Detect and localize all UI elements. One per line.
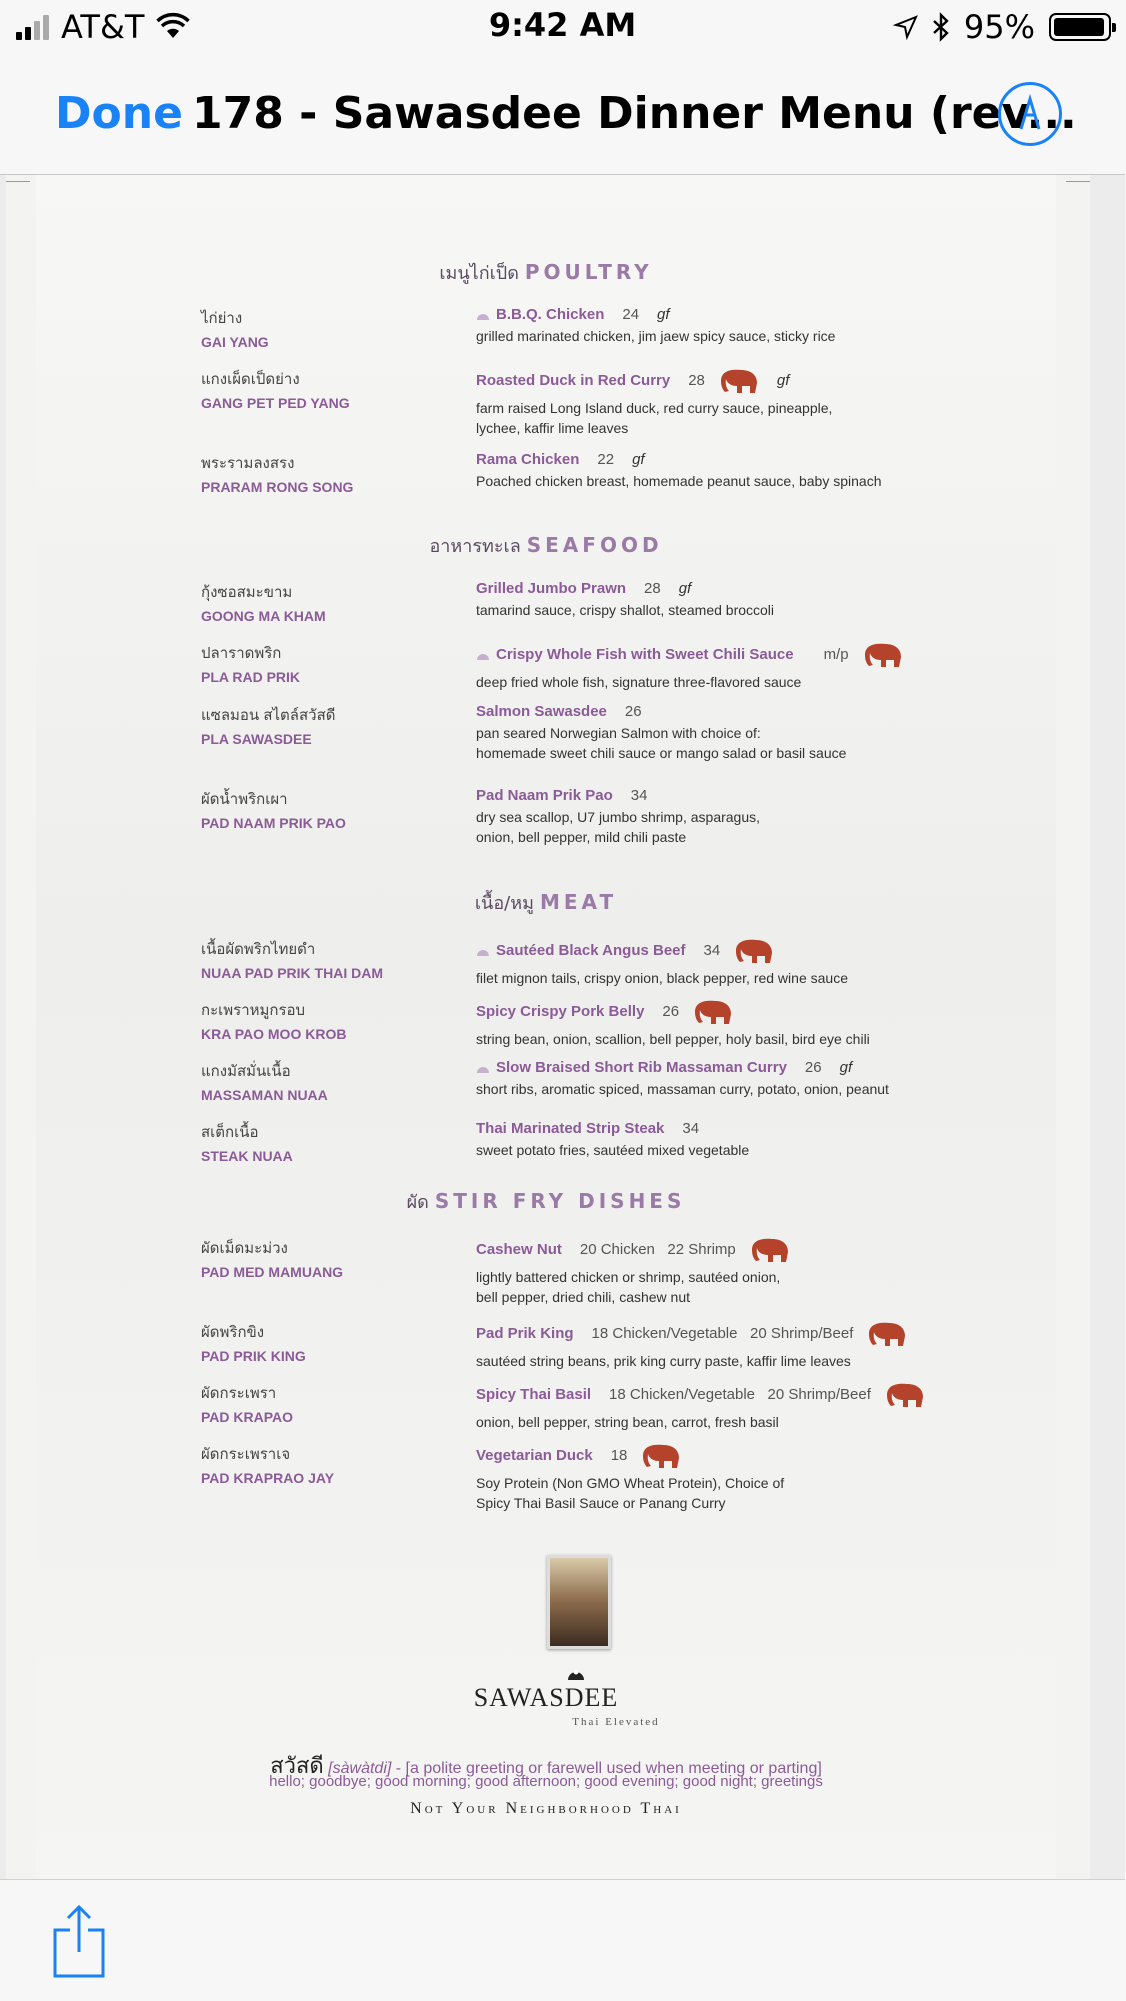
nav-bar bbox=[0, 54, 1125, 175]
signature-dish-icon bbox=[476, 309, 490, 321]
section-heading-stir-fry: ผัด STIR FRY DISHES bbox=[406, 1189, 686, 1213]
signature-dish-icon bbox=[476, 945, 490, 957]
elephant-spicy-icon bbox=[750, 1236, 790, 1264]
elephant-spicy-icon bbox=[867, 1320, 907, 1348]
status-right bbox=[894, 8, 1111, 46]
brand-logo-text: SAWASDEE bbox=[473, 1683, 619, 1712]
document-title: 178 - Sawasdee Dinner Menu (rev... bbox=[192, 88, 1077, 139]
document-viewer[interactable] bbox=[0, 175, 1125, 1879]
signature-dish-icon bbox=[476, 649, 490, 661]
elephant-spicy-icon bbox=[863, 641, 903, 669]
section-heading-poultry: เมนูไก่เป็ด POULTRY bbox=[439, 260, 653, 284]
elephant-spicy-icon bbox=[719, 367, 759, 395]
section-heading-meat: เนื้อ/หมู MEAT bbox=[474, 890, 618, 914]
bottom-toolbar bbox=[0, 1879, 1125, 2001]
location-arrow-icon bbox=[894, 15, 918, 39]
menu-paper: เมนูไก่เป็ด POULTRY ไก่ย่าง GAI YANG B.B.Q. Chicken 24 gf grilled marinated chicken, jim jaew spicy sauce, sticky rice แกงเผ็ดเป็ดย่าง GANG PET PED YANG Roasted Duck in Red Curry 28 gf farm raised Long Island duck, red curry sauce, pineapple, lychee, kaffir lime leaves พระรามลงสรง PRARAM RONG SONG Rama Chicken 22 gf Poached chicken breast, homemade peanut sauce, baby spinach อาหารทะเล SEAFOOD กุ้งซอสมะขาม GOONG MA KHAM Grilled Jumbo Prawn 28 gf tamarind sauce, crispy shallot, steamed broccoli ปลาราดพริก PLA RAD PRIK Crispy Whole Fish with Sweet Chili Sauce m/p deep fried whole fish, signature three-flavored sauce แซลมอน สไตล์สวัสดี PLA SAWASDEE Salmon Sawasdee 26 pan seared Norwegian Salmon with choice of: homemade sweet chili sauce or mango salad or basil sauce ผัดน้ำพริกเผา PAD NAAM PRIK PAO Pad Naam Prik Pao 34 dry sea scallop, U7 jumbo shrimp, asparagus, onion, bell pepper, mild chili paste เนื้อ/หมู MEAT เนื้อผัดพริกไทยดำ NUAA PAD PRIK THAI DAM Sautéed Black Angus Beef 34 filet mignon tails, crispy onion, black pepper, red wine sauce กะเพราหมูกรอบ KRA PAO MOO KROB Spicy Crispy Pork Belly 26 string bean, onion, scallion, bell pepper, holy basil, bird eye chili แกงมัสมั่นเนื้อ MASSAMAN NUAA Slow Braised Short Rib Massaman Curry 26 gf short ribs, aromatic spiced, massaman curry, potato, onion, peanut สเต็กเนื้อ STEAK NUAA Thai Marinated Strip Steak 34 sweet potato fries, sautéed mixed vegetable ผัด STIR FRY DISHES ผัดเม็ดมะม่วง PAD MED MAMUANG Cashew Nut 20 Chicken 22 Shrimp lightly battered chicken or shrimp, sautéed onion, bell pepper, dried chili, cashew nut ผัดพริกขิง PAD PRIK KING Pad Prik King 18 Chicken/Vegetable 20 Shrimp/Beef sautéed string beans, prik king curry paste, kaffir lime leaves ผัดกระเพรา PAD KRAPAO Spicy Thai Basil 18 Chicken/Vegetable 20 Shrimp/Beef onion, bell pepper, string bean, carrot, fresh basil ผัดกระเพราเจ PAD KRAPRAO JAY Vegetarian Duck 18 Soy Protein (Non GMO Wheat Protein), Choice of Spicy Thai Basil Sauce or Panang Curry SAWASDEE Thai Elevated สวัสดี [sàwàtdi] - [a polite greeting or farewell used when meeting or parting] hello; goodbye; good morning; good afternoon; good evening; good night; greetings Not Your Neighborhood Thai bbox=[36, 175, 1056, 1879]
share-icon[interactable] bbox=[52, 1904, 106, 1978]
signature-dish-icon bbox=[476, 1062, 490, 1074]
markup-pen-icon bbox=[1001, 85, 1059, 143]
markup-button[interactable] bbox=[998, 82, 1062, 146]
elephant-spicy-icon bbox=[641, 1442, 681, 1470]
status-bar bbox=[0, 0, 1125, 54]
clock: 9:42 AM bbox=[488, 6, 637, 44]
sawasdee-logo-icon bbox=[567, 1665, 585, 1681]
slogan: Not Your Neighborhood Thai bbox=[410, 1800, 682, 1817]
greeting-definition: สวัสดี [sàwàtdi] - [a polite greeting or farewell used when meeting or parting] bbox=[270, 1753, 822, 1778]
done-button[interactable]: Done bbox=[55, 88, 183, 139]
battery-icon bbox=[1049, 13, 1111, 41]
elephant-spicy-icon bbox=[885, 1381, 925, 1409]
section-heading-seafood: อาหารทะเล SEAFOOD bbox=[429, 533, 663, 557]
brand-tagline: Thai Elevated bbox=[572, 1716, 660, 1728]
pdf-page bbox=[6, 175, 1090, 1879]
elephant-spicy-icon bbox=[693, 998, 733, 1026]
bluetooth-icon bbox=[932, 13, 950, 41]
carrier-label: AT&T bbox=[61, 8, 145, 46]
battery-percent: 95% bbox=[963, 8, 1035, 46]
elephant-spicy-icon bbox=[734, 937, 774, 965]
greeting-meanings: hello; goodbye; good morning; good afternoon; good evening; good night; greetings bbox=[269, 1773, 823, 1790]
dancer-photo bbox=[547, 1555, 611, 1649]
